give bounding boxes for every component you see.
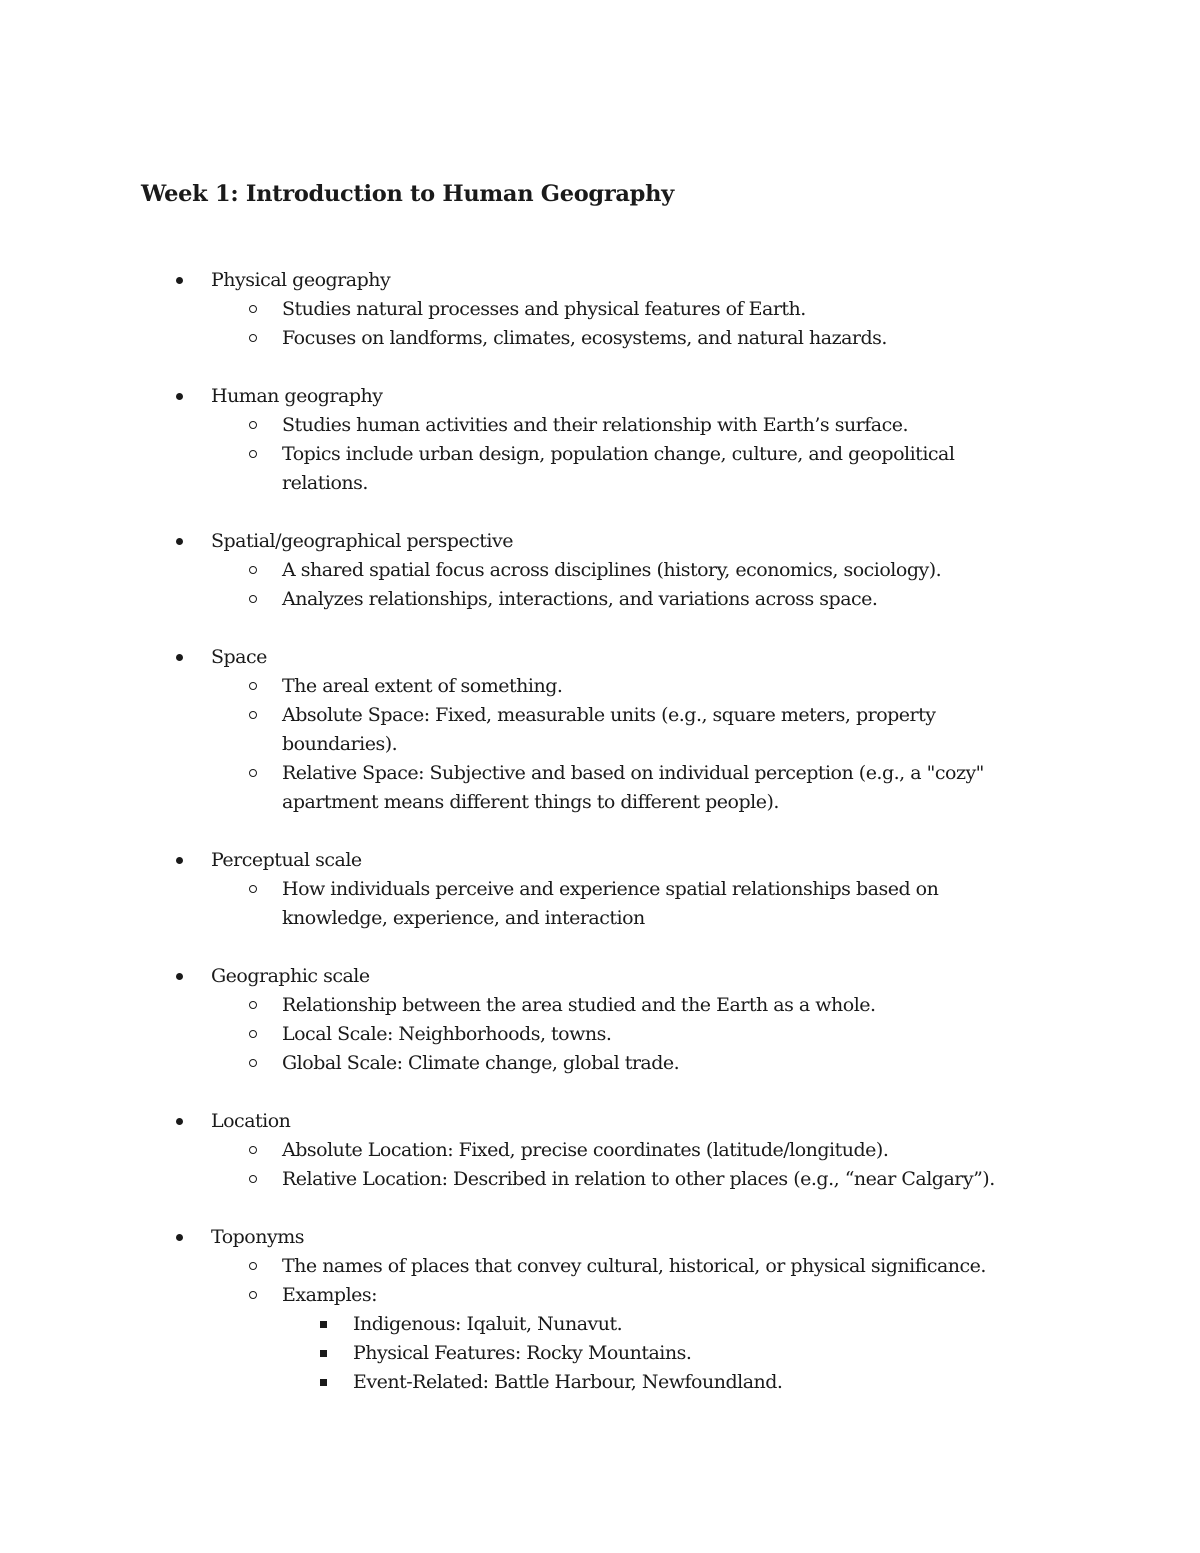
section-heading-row (0, 1107, 1200, 1136)
list-item: apartment means different things to different people). (282, 791, 779, 813)
list-item-row (0, 1136, 1200, 1165)
disc-bullet-icon (176, 973, 183, 980)
list-item: Studies natural processes and physical features of Earth. (282, 298, 806, 320)
circle-bullet-icon (249, 1059, 257, 1067)
list-item: Analyzes relationships, interactions, and variations across space. (282, 588, 878, 610)
circle-bullet-icon (249, 1262, 257, 1270)
disc-bullet-icon (176, 393, 183, 400)
list-item: Topics include urban design, population change, culture, and geopolitical (282, 443, 955, 465)
section-heading: Geographic scale (211, 965, 370, 987)
circle-bullet-icon (249, 1146, 257, 1154)
list-item-row (0, 701, 1200, 730)
list-item-row (0, 875, 1200, 904)
disc-bullet-icon (176, 1118, 183, 1125)
list-item-row (0, 1165, 1200, 1194)
disc-bullet-icon (176, 857, 183, 864)
circle-bullet-icon (249, 885, 257, 893)
list-item: Examples: (282, 1284, 378, 1306)
section-heading-row (0, 962, 1200, 991)
list-item-row (0, 411, 1200, 440)
square-bullet-icon (320, 1350, 327, 1357)
section-heading: Spatial/geographical perspective (211, 530, 513, 552)
sub-list-item: Indigenous: Iqaluit, Nunavut. (353, 1313, 623, 1335)
list-item: Absolute Space: Fixed, measurable units (e.g., square meters, property (282, 704, 936, 726)
circle-bullet-icon (249, 334, 257, 342)
list-item-row (0, 585, 1200, 614)
square-bullet-icon (320, 1321, 327, 1328)
list-item: Relationship between the area studied and the Earth as a whole. (282, 994, 876, 1016)
disc-bullet-icon (176, 654, 183, 661)
list-item-row (0, 759, 1200, 788)
disc-bullet-icon (176, 1234, 183, 1241)
list-item: Local Scale: Neighborhoods, towns. (282, 1023, 612, 1045)
circle-bullet-icon (249, 1175, 257, 1183)
list-item: relations. (282, 472, 368, 494)
list-item-row (0, 324, 1200, 353)
square-bullet-icon (320, 1379, 327, 1386)
list-item: Relative Space: Subjective and based on individual perception (e.g., a "cozy" (282, 762, 984, 784)
circle-bullet-icon (249, 566, 257, 574)
list-item-row (0, 991, 1200, 1020)
circle-bullet-icon (249, 769, 257, 777)
circle-bullet-icon (249, 595, 257, 603)
circle-bullet-icon (249, 1001, 257, 1009)
circle-bullet-icon (249, 682, 257, 690)
sub-list-item: Physical Features: Rocky Mountains. (353, 1342, 692, 1364)
circle-bullet-icon (249, 711, 257, 719)
disc-bullet-icon (176, 277, 183, 284)
list-item-row (0, 904, 1200, 933)
list-item: Global Scale: Climate change, global trade. (282, 1052, 680, 1074)
disc-bullet-icon (176, 538, 183, 545)
circle-bullet-icon (249, 450, 257, 458)
list-item: A shared spatial focus across disciplines (history, economics, sociology). (282, 559, 942, 581)
list-item: How individuals perceive and experience spatial relationships based on (282, 878, 939, 900)
section-heading: Physical geography (211, 269, 391, 291)
circle-bullet-icon (249, 1030, 257, 1038)
list-item: Absolute Location: Fixed, precise coordinates (latitude/longitude). (282, 1139, 889, 1161)
list-item: knowledge, experience, and interaction (282, 907, 645, 929)
section-heading: Location (211, 1110, 291, 1132)
list-item-row (0, 788, 1200, 817)
section-heading-row (0, 527, 1200, 556)
list-item: Focuses on landforms, climates, ecosystems, and natural hazards. (282, 327, 887, 349)
list-item-row (0, 1020, 1200, 1049)
sub-list-item: Event-Related: Battle Harbour, Newfoundland. (353, 1371, 783, 1393)
section-heading-row (0, 1223, 1200, 1252)
sub-list-item-row (0, 1339, 1200, 1368)
list-item-row (0, 730, 1200, 759)
list-item: The names of places that convey cultural, historical, or physical significance. (282, 1255, 986, 1277)
list-item-row (0, 469, 1200, 498)
list-item-row (0, 295, 1200, 324)
page-title: Week 1: Introduction to Human Geography (141, 181, 674, 207)
section-heading-row (0, 382, 1200, 411)
list-item-row (0, 440, 1200, 469)
list-item-row (0, 1049, 1200, 1078)
list-item-row (0, 1281, 1200, 1310)
circle-bullet-icon (249, 305, 257, 313)
list-item-row (0, 556, 1200, 585)
list-item: The areal extent of something. (282, 675, 563, 697)
section-heading: Human geography (211, 385, 383, 407)
section-heading-row (0, 266, 1200, 295)
list-item-row (0, 1252, 1200, 1281)
section-heading: Perceptual scale (211, 849, 362, 871)
section-heading: Toponyms (211, 1226, 304, 1248)
list-item: Relative Location: Described in relation to other places (e.g., “near Calgary”). (282, 1168, 995, 1190)
section-heading-row (0, 643, 1200, 672)
section-heading: Space (211, 646, 267, 668)
list-item-row (0, 672, 1200, 701)
section-heading-row (0, 846, 1200, 875)
sub-list-item-row (0, 1368, 1200, 1397)
circle-bullet-icon (249, 1291, 257, 1299)
list-item: Studies human activities and their relationship with Earth’s surface. (282, 414, 909, 436)
circle-bullet-icon (249, 421, 257, 429)
sub-list-item-row (0, 1310, 1200, 1339)
list-item: boundaries). (282, 733, 398, 755)
